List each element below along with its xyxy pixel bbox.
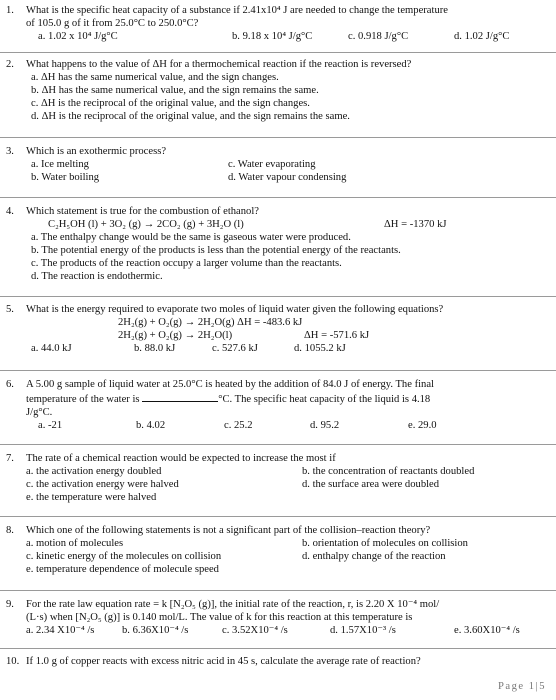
chemical-equation: C₂H₅OH (l) + 3O₂ (g) → 2CO₂ (g) + 3H₂O (l) (48, 219, 244, 230)
question-number: 8. (6, 525, 14, 536)
question-text: Which one of the following statements is not a significant part of the collision–reaction theory? (26, 525, 431, 536)
question-text-cont: J/g°C. (26, 407, 53, 418)
question-9 (6, 598, 552, 637)
option-c: c. 527.6 kJ (212, 343, 258, 354)
question-text: What is the specific heat capacity of a substance if 2.41x10⁴ J are needed to change the temperature (26, 5, 448, 16)
question-number: 9. (6, 599, 14, 610)
question-number: 10. (6, 656, 20, 667)
question-5 (6, 303, 552, 355)
option-b: b. orientation of molecules on collision (302, 538, 468, 549)
divider (0, 516, 556, 517)
option-c: c. Water evaporating (228, 159, 316, 170)
options-row (26, 465, 552, 478)
chemical-equation-1: 2H₂(g) + O₂(g) → 2H₂O(g) ΔH = -483.6 kJ (118, 317, 303, 328)
option-d: d. Water vapour condensing (228, 172, 347, 183)
question-6 (6, 378, 552, 432)
options-row (26, 550, 552, 563)
options-row (26, 537, 552, 550)
question-text-cont: (L·s) when [N₂O₅ (g)] is 0.140 mol/L. The value of k for this reaction at this temperature is (26, 612, 413, 623)
question-text: A 5.00 g sample of liquid water at 25.0°C is heated by the addition of 84.0 J of energy. The final (26, 379, 434, 390)
option-a: a. ΔH has the same numerical value, and the sign changes. (31, 72, 279, 83)
option-d: d. 95.2 (310, 420, 340, 431)
equation-row (26, 218, 552, 231)
divider (0, 296, 556, 297)
option-c: c. kinetic energy of the molecules on collision (26, 551, 222, 562)
option-e: e. 3.60X10⁻⁴ /s (454, 625, 520, 636)
divider (0, 52, 556, 53)
enthalpy-value: ΔH = -571.6 kJ (304, 330, 370, 341)
question-text-part: °C. The specific heat capacity of the liquid is 4.18 (218, 394, 431, 405)
question-text: For the rate law equation rate = k [N₂O₅ (g)], the initial rate of the reaction, r, is 2.20 X 10⁻⁴ mol/ (26, 599, 440, 610)
option-b: b. 9.18 x 10⁴ J/g°C (232, 31, 313, 42)
option-a: a. -21 (38, 420, 63, 431)
option-d: d. 1.57X10⁻³ /s (330, 625, 396, 636)
option-b: b. 88.0 kJ (134, 343, 176, 354)
option-a: a. The enthalpy change would be the same is gaseous water were produced. (31, 232, 351, 243)
option-c: c. ΔH is the reciprocal of the original value, and the sign changes. (31, 98, 310, 109)
page-footer: Page 1|5 (498, 681, 546, 692)
question-number: 4. (6, 206, 14, 217)
options-row (26, 171, 552, 184)
option-d: d. The reaction is endothermic. (31, 271, 163, 282)
option-c: c. The products of the reaction occupy a larger volume than the reactants. (31, 258, 342, 269)
question-text: Which is an exothermic process? (26, 146, 167, 157)
question-number: 5. (6, 304, 14, 315)
option-c: c. 25.2 (224, 420, 253, 431)
options-row (26, 30, 552, 43)
option-d: d. ΔH is the reciprocal of the original value, and the sign remains the same. (31, 111, 350, 122)
option-a: a. motion of molecules (26, 538, 124, 549)
divider (0, 648, 556, 649)
question-8 (6, 524, 552, 576)
divider (0, 197, 556, 198)
option-d: d. the surface area were doubled (302, 479, 440, 490)
divider (0, 590, 556, 591)
equation-row (26, 316, 552, 329)
question-text: Which statement is true for the combustion of ethanol? (26, 206, 259, 217)
question-text-cont: of 105.0 g of it from 25.0°C to 250.0°C? (26, 18, 199, 29)
question-number: 3. (6, 146, 14, 157)
question-number: 2. (6, 59, 14, 70)
question-3 (6, 145, 552, 184)
divider (0, 444, 556, 445)
option-e: e. the temperature were halved (26, 492, 157, 503)
options-row (26, 624, 552, 637)
options-row (26, 342, 552, 355)
option-d: d. enthalpy change of the reaction (302, 551, 446, 562)
chemical-equation-2: 2H₂(g) + O₂(g) → 2H₂O(l) (118, 330, 233, 341)
question-1 (6, 4, 552, 43)
option-b: b. ΔH has the same numerical value, and the sign remains the same. (31, 85, 319, 96)
question-2 (6, 58, 552, 123)
option-b: b. Water boiling (31, 172, 100, 183)
option-c: c. the activation energy were halved (26, 479, 179, 490)
question-text-cont (26, 391, 552, 406)
option-b: b. 6.36X10⁻⁴ /s (122, 625, 189, 636)
question-number: 7. (6, 453, 14, 464)
question-number: 1. (6, 5, 14, 16)
equation-row (26, 329, 552, 342)
question-10 (6, 655, 552, 668)
option-c: c. 3.52X10⁻⁴ /s (222, 625, 288, 636)
question-text: The rate of a chemical reaction would be expected to increase the most if (26, 453, 336, 464)
question-text: What is the energy required to evaporate two moles of liquid water given the following equations? (26, 304, 444, 315)
options-row (26, 158, 552, 171)
option-d: d. 1055.2 kJ (294, 343, 346, 354)
option-a: a. 2.34 X10⁻⁴ /s (26, 625, 95, 636)
option-b: b. 4.02 (136, 420, 166, 431)
question-text: If 1.0 g of copper reacts with excess nitric acid in 45 s, calculate the average rate of reaction? (26, 656, 421, 667)
divider (0, 370, 556, 371)
question-7 (6, 452, 552, 504)
option-a: a. 44.0 kJ (31, 343, 72, 354)
option-c: c. 0.918 J/g°C (348, 31, 409, 42)
options-row (26, 478, 552, 491)
divider (0, 137, 556, 138)
question-text-part: temperature of the water is (26, 394, 140, 405)
option-a: a. Ice melting (31, 159, 89, 170)
option-a: a. the activation energy doubled (26, 466, 162, 477)
option-b: b. The potential energy of the products is less than the potential energy of the reactants. (31, 245, 401, 256)
question-text: What happens to the value of ΔH for a thermochemical reaction if the reaction is reversed? (26, 59, 412, 70)
question-4 (6, 205, 552, 283)
option-e: e. temperature dependence of molecule speed (26, 564, 219, 575)
option-b: b. the concentration of reactants doubled (302, 466, 475, 477)
answer-blank (142, 391, 218, 402)
option-d: d. 1.02 J/g°C (454, 31, 510, 42)
option-e: e. 29.0 (408, 420, 437, 431)
enthalpy-value: ΔH = -1370 kJ (384, 219, 447, 230)
option-a: a. 1.02 x 10⁴ J/g°C (38, 31, 118, 42)
question-number: 6. (6, 379, 14, 390)
options-row (26, 419, 552, 432)
